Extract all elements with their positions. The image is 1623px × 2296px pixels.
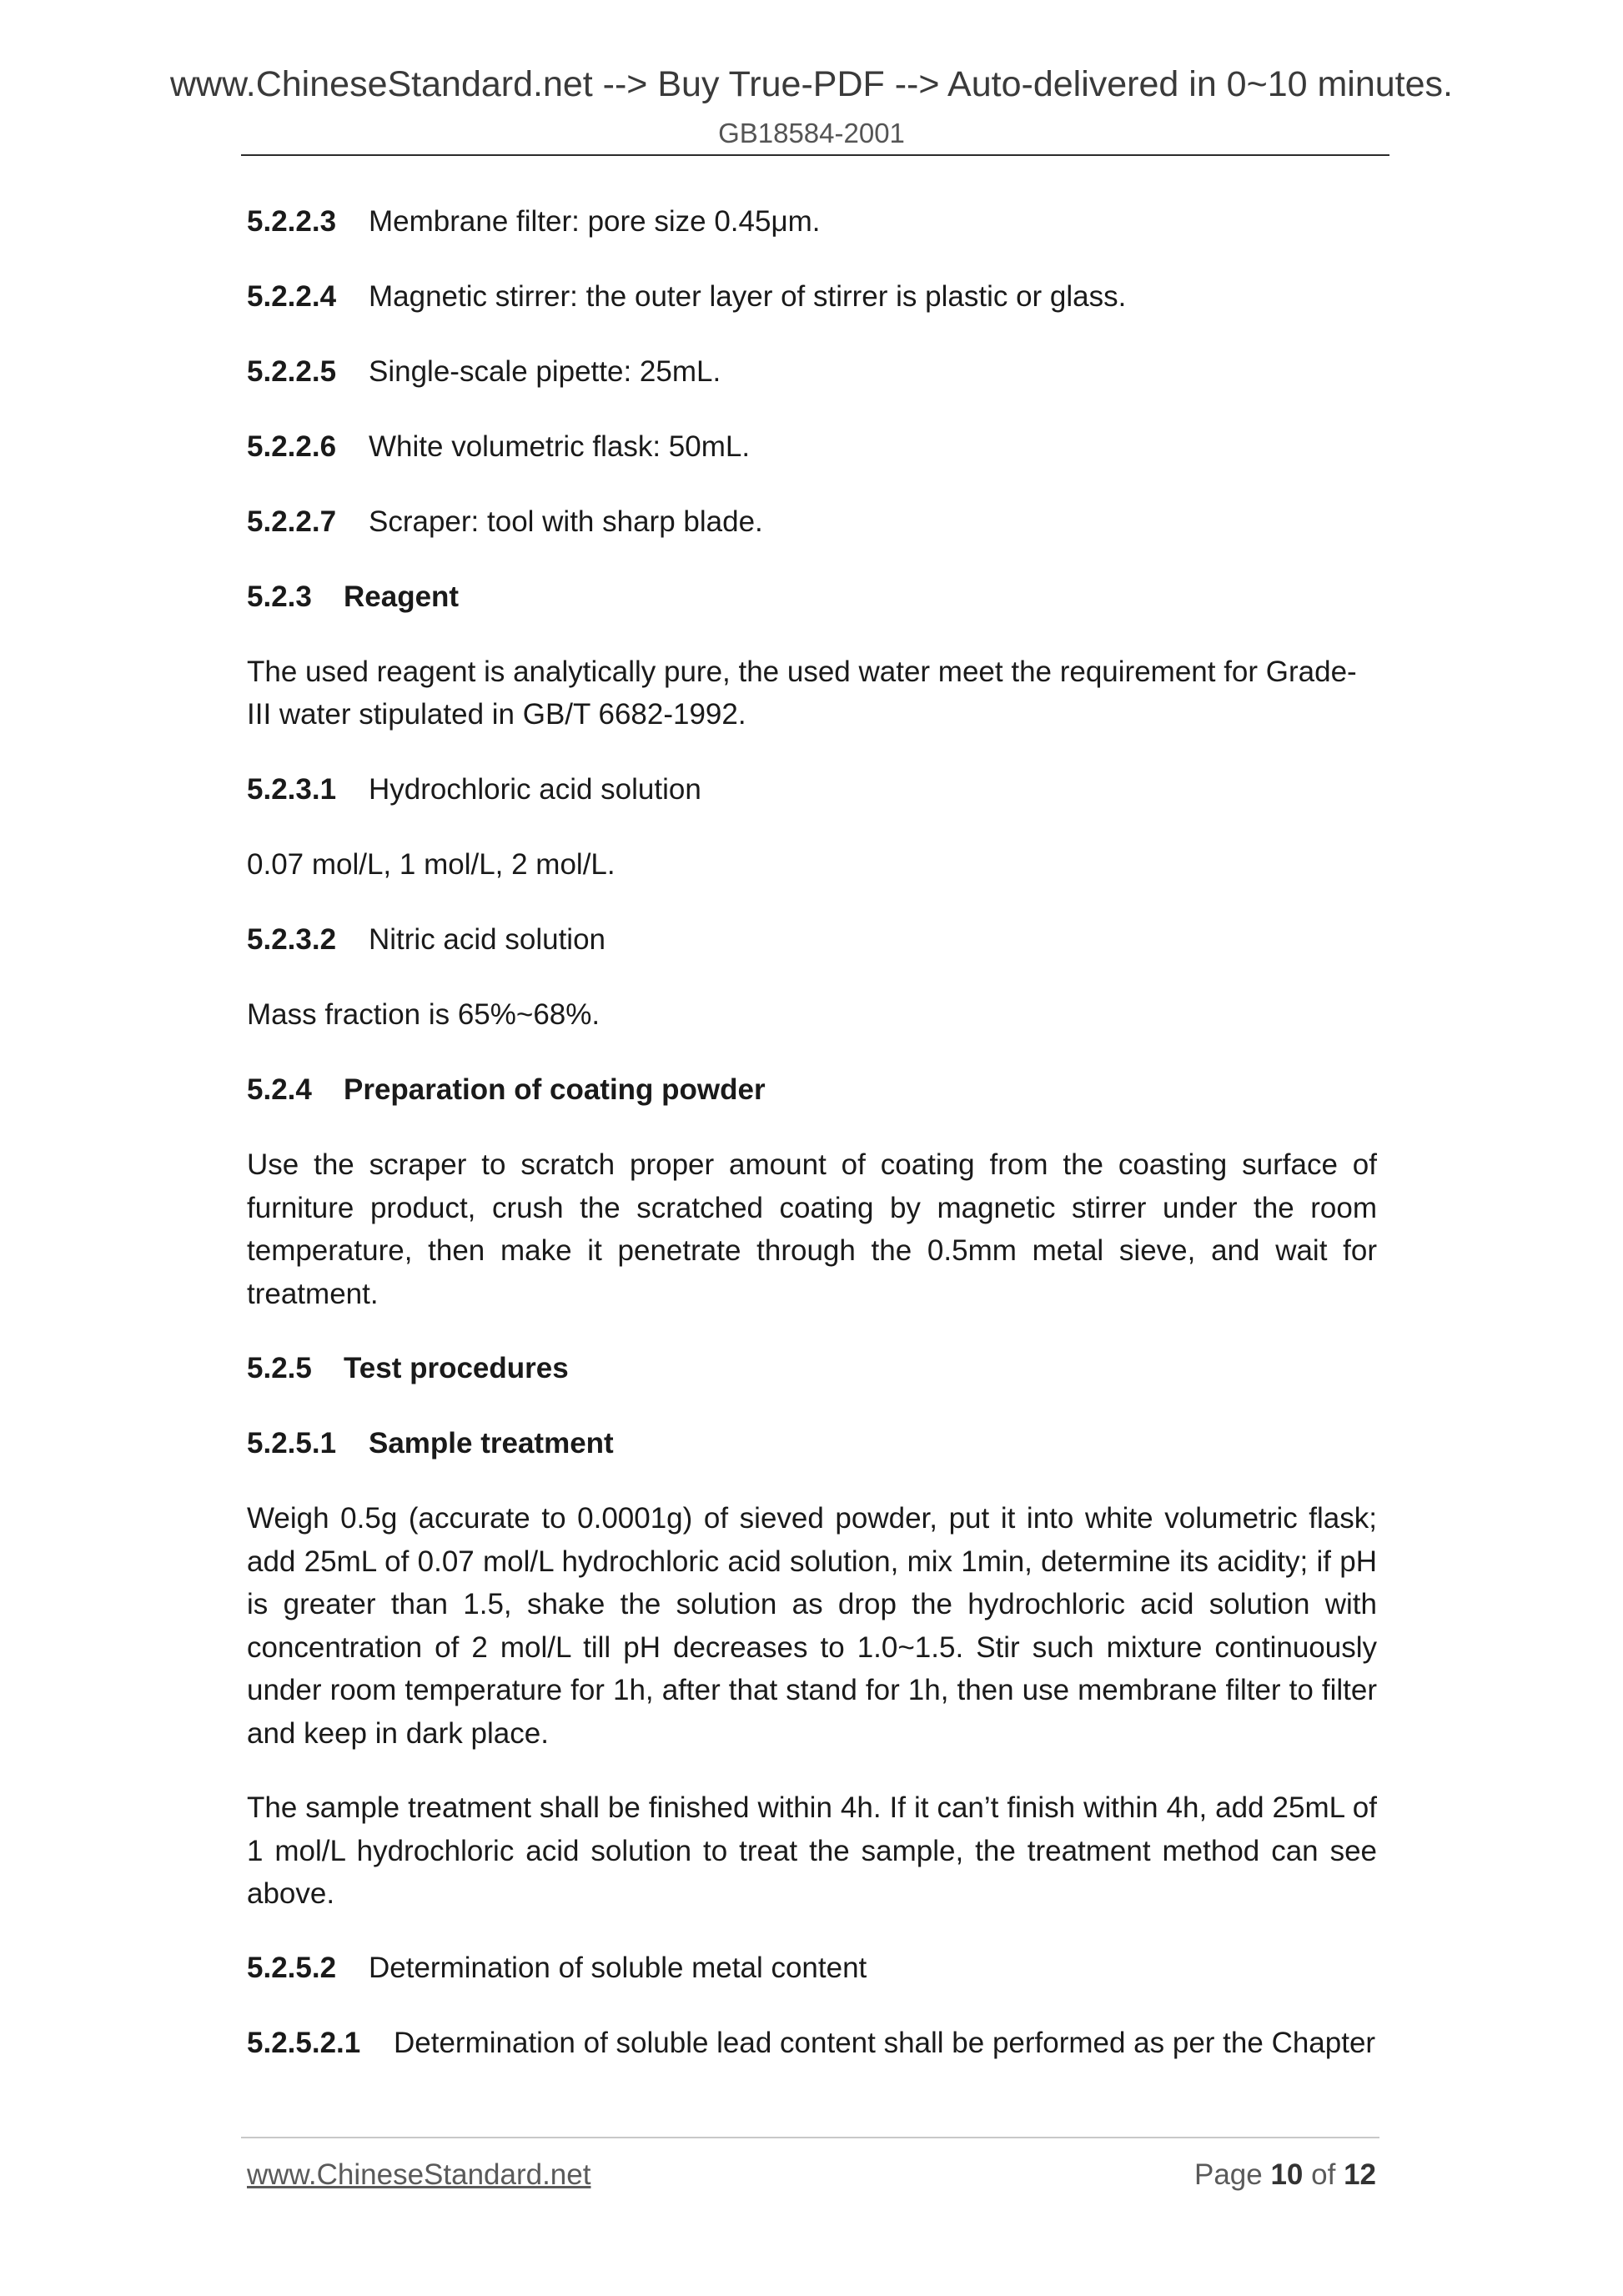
paragraph-sample-treatment: Weigh 0.5g (accurate to 0.0001g) of sieved powder, put it into white volumetric flask; add 25mL of 0.07 mol/L hydrochloric acid solution, mix 1min, determine its acidity; if pH is greater than 1.5, shake the solution as drop the hydrochloric acid solution with concentration of 2 mol/L till pH decreases to 1.0~1.5. Stir such mixture continuously under room temperature for 1h, after that stand for 1h, then use membrane filter to filter and keep in dark place. [247,1502,1377,1750]
clause-text: Hydrochloric acid solution [369,773,701,806]
footer-divider [241,2137,1379,2138]
clause-number: 5.2.5.2.1 [247,2027,361,2059]
clause-5-2-2-6 [247,425,1377,469]
page-current: 10 [1270,2158,1304,2191]
heading-5-2-4 [247,1068,1377,1112]
heading-number: 5.2.5.1 [247,1427,337,1459]
clause-5-2-2-7 [247,500,1377,544]
header-divider [241,154,1389,156]
clause-text: Determination of soluble lead content shall be performed as per the Chapter [394,2027,1376,2059]
clause-number: 5.2.2.5 [247,355,337,388]
clause-5-2-3-1 [247,768,1377,811]
clause-number: 5.2.5.2 [247,1952,337,1984]
clause-number: 5.2.3.1 [247,773,337,806]
clause-number: 5.2.2.7 [247,505,337,538]
page-total: 12 [1344,2158,1376,2191]
clause-text: Scraper: tool with sharp blade. [369,505,763,538]
clause-text: Magnetic stirrer: the outer layer of stirrer is plastic or glass. [369,280,1127,313]
clause-number: 5.2.2.3 [247,205,337,238]
clause-text: Nitric acid solution [369,923,605,956]
clause-number: 5.2.2.4 [247,280,337,313]
page-of: of [1311,2158,1336,2191]
clause-number: 5.2.2.6 [247,430,337,463]
clause-5-2-2-4 [247,275,1377,319]
heading-text: Preparation of coating powder [344,1073,766,1106]
heading-text: Test procedures [344,1352,569,1384]
header-banner[interactable]: www.ChineseStandard.net --> Buy True-PDF --> Auto-delivered in 0~10 minutes. [169,64,1453,104]
heading-5-2-5-1 [247,1422,1377,1465]
clause-text: Single-scale pipette: 25mL. [369,355,721,388]
paragraph-reagent-line2: III water stipulated in GB/T 6682-1992. [247,698,746,731]
clause-text: White volumetric flask: 50mL. [369,430,751,463]
paragraph-nitric: Mass fraction is 65%~68%. [247,998,600,1031]
page-indicator [1194,2158,1376,2192]
heading-text: Sample treatment [369,1427,614,1459]
heading-number: 5.2.5 [247,1352,312,1384]
header-doc-id: GB18584-2001 [718,118,905,148]
footer-site-link[interactable]: www.ChineseStandard.net [247,2158,591,2191]
clause-5-2-3-2 [247,918,1377,962]
heading-5-2-3 [247,575,1377,619]
clause-5-2-5-2-1 [247,2022,1377,2065]
clause-text: Membrane filter: pore size 0.45μm. [369,205,821,238]
page-word: Page [1193,2158,1263,2191]
clause-number: 5.2.3.2 [247,923,337,956]
heading-number: 5.2.4 [247,1073,312,1106]
clause-5-2-2-5 [247,350,1377,394]
paragraph-preparation: Use the scraper to scratch proper amount of coating from the coasting surface of furniture product, crush the scratched coating by magnetic stirrer under the room temperature, then make it penetrate through the 0.5mm metal sieve, and wait for treatment. [247,1148,1377,1310]
clause-5-2-2-3 [247,200,1377,244]
heading-number: 5.2.3 [247,580,312,613]
paragraph-hcl: 0.07 mol/L, 1 mol/L, 2 mol/L. [247,848,616,881]
paragraph-reagent-line1: The used reagent is analytically pure, the used water meet the requirement for Grade- [247,656,1357,688]
clause-text: Determination of soluble metal content [369,1952,867,1984]
paragraph-sample-timing: The sample treatment shall be finished within 4h. If it can’t finish within 4h, add 25mL of 1 mol/L hydrochloric acid solution to treat the sample, the treatment method can see above. [247,1791,1377,1910]
heading-5-2-5 [247,1347,1377,1390]
heading-text: Reagent [344,580,460,613]
clause-5-2-5-2 [247,1947,1377,1990]
